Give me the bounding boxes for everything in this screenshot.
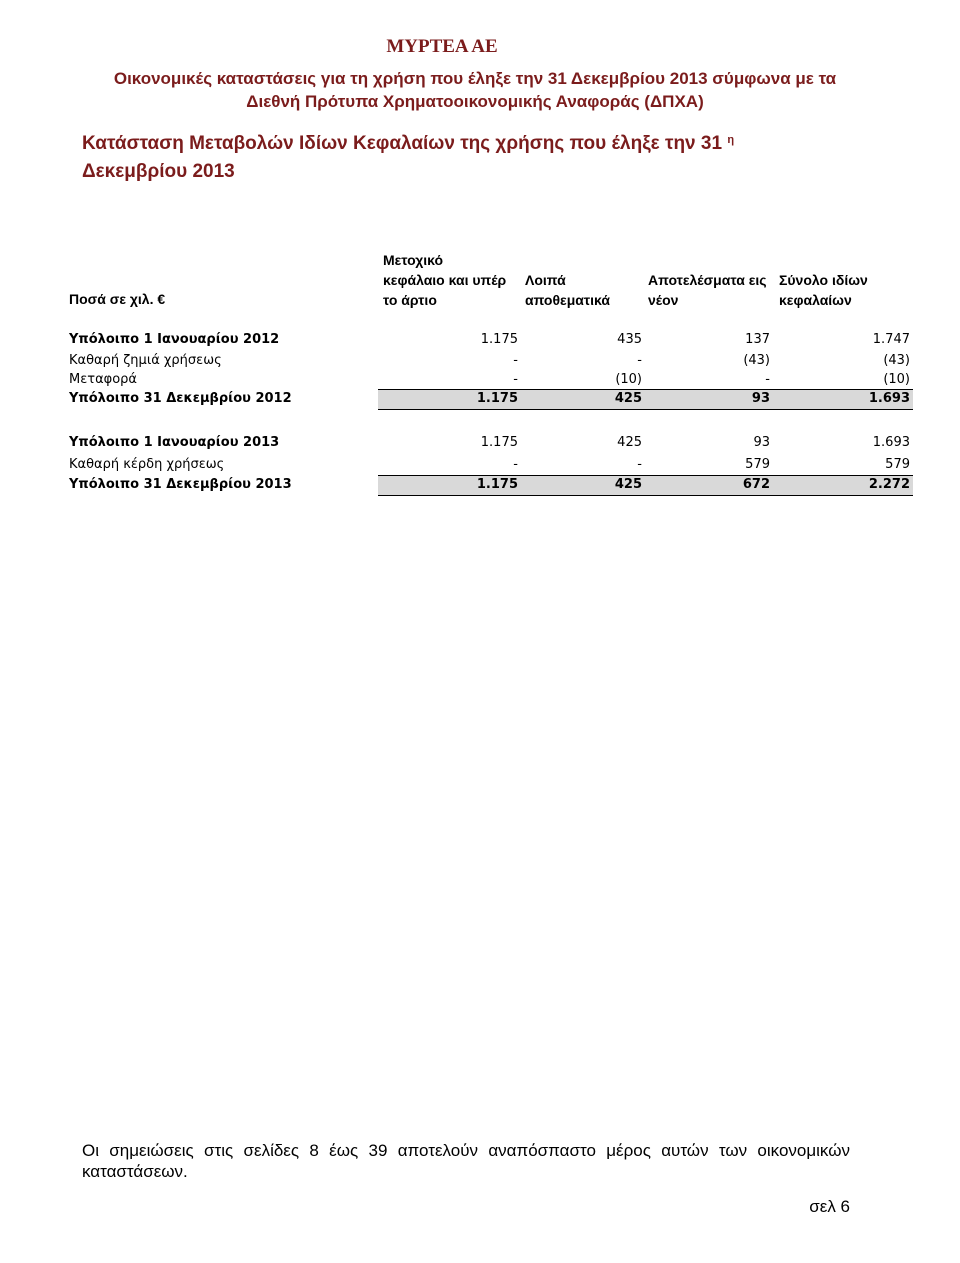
company-name: ΜΥΡΤΕΑ ΑΕ — [386, 36, 498, 57]
footnote: Οι σημειώσεις στις σελίδες 8 έως 39 αποτελούν αναπόσπαστο μέρος αυτών των οικονομικών καταστάσεων. — [82, 1141, 850, 1181]
col-header-total-equity: Σύνολο ιδίων κεφαλαίων — [779, 272, 868, 308]
title-superscript: η — [727, 134, 735, 146]
subtitle-line-2: Διεθνή Πρότυπα Χρηματοοικονομικής Αναφοράς (ΔΠΧΑ) — [246, 92, 704, 111]
col-header-retained-earnings: Αποτελέσματα εις νέον — [648, 272, 767, 308]
subtotal-rule-2012 — [378, 389, 913, 390]
col-header-other-reserves: Λοιπά αποθεματικά — [525, 272, 610, 308]
report-subtitle — [60, 67, 890, 113]
subtotal-rule-2013 — [378, 475, 913, 476]
total-rule-2013 — [378, 495, 913, 496]
title-line-1: Κατάσταση Μεταβολών Ιδίων Κεφαλαίων της χρήσης που έληξε την 31 — [82, 133, 723, 154]
statement-title — [82, 130, 872, 186]
page-number: σελ 6 — [809, 1197, 850, 1216]
subtitle-line-1: Οικονομικές καταστάσεις για τη χρήση που έληξε την 31 Δεκεμβρίου 2013 σύμφωνα με τα — [113, 69, 837, 88]
amounts-label: Ποσά σε χιλ. € — [69, 291, 166, 307]
col-header-share-capital: Μετοχικό κεφάλαιο και υπέρ το άρτιο — [383, 252, 507, 308]
total-rule-2012 — [378, 409, 913, 410]
title-line-2: Δεκεμβρίου 2013 — [82, 161, 235, 182]
